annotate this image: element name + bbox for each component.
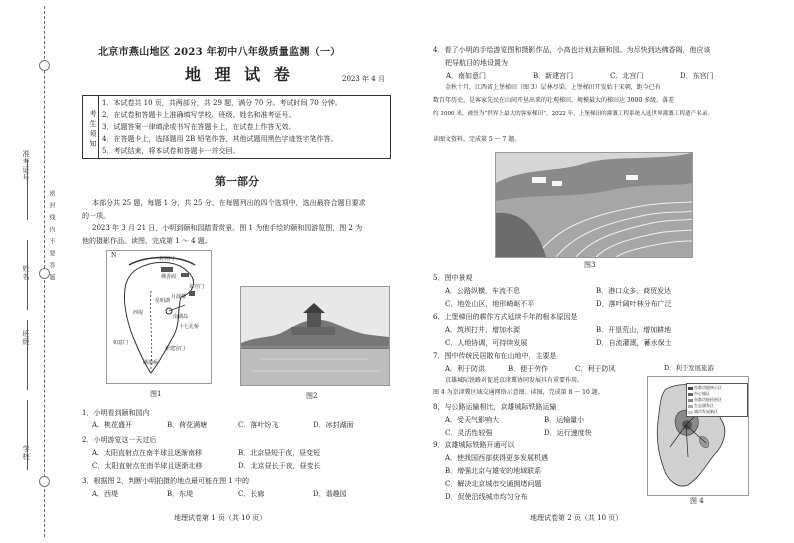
question-3-option-a[interactable]: A．西堤 — [92, 490, 119, 498]
map-label: 佛香阁 — [161, 274, 177, 280]
notice-item: 2．在试卷和答题卡上准确填写学校、班级、姓名和准考证号。 — [102, 111, 296, 119]
subject-title: 地 理 试 卷 — [185, 65, 294, 84]
context-text: 2023 年 3 月 21 日，小明到颐和园踏青赏景。图 1 为他手绘的颐和园游览图，图 2 为 — [92, 224, 363, 232]
passage-line: 读图文资料，完成第 5 ～ 7 题。 — [433, 136, 521, 143]
question-7-option-d[interactable]: D．利于发展旅游 — [664, 364, 714, 372]
question-2-option-c[interactable]: C．太阳直射点在南半球且逐渐北移 — [92, 462, 203, 470]
question-4-stem: 4．看了小明的手绘游览图和摄影作品，小高也计划去颐和园。为尽快到达佛香阁，他应该 — [433, 46, 711, 54]
class-label: 班级 — [22, 330, 30, 346]
question-8-option-b[interactable]: B．运输量小 — [544, 416, 585, 424]
notice-item: 1．本试卷共 10 页，共两部分，共 29 题，满分 70 分。考试时间 70 分钟。 — [102, 99, 342, 107]
figure-2-photo — [240, 286, 390, 386]
north-arrow: N — [111, 252, 117, 259]
map-label: 月波楼 — [171, 294, 187, 300]
part-intro: 本部分共 25 题，每题 1 分，共 25 分。在每题列出的四个选项中，选出最符合题目要求 — [92, 199, 366, 207]
question-1-option-d[interactable]: D．冰封湖面 — [313, 421, 354, 429]
question-9-option-a[interactable]: A．使我国西部获得更多发展机遇 — [445, 454, 549, 462]
question-4-option-c[interactable]: C．北宫门 — [610, 72, 644, 80]
question-5-option-a[interactable]: A．公路纵横，车流不息 — [445, 287, 521, 295]
seal-line-text: 密 封 线 内 不 要 答 题 — [48, 190, 55, 280]
notice-item: 3．试题答案一律填涂或书写在答题卡上，在试卷上作答无效。 — [102, 123, 296, 131]
map-label: 十七孔桥 — [179, 324, 200, 330]
question-2-stem: 2．小明游览这一天过后 — [82, 436, 157, 444]
figure-1-map — [106, 250, 212, 384]
school-label: 学校 — [22, 445, 30, 461]
page-footer: 地理试卷第 1 页（共 10 页） — [174, 514, 267, 522]
question-3-option-c[interactable]: C．长廊 — [238, 490, 265, 498]
part-heading: 第一部分 — [215, 175, 259, 188]
question-2-option-b[interactable]: B．北京昼短于夜，昼变短 — [238, 449, 321, 457]
terrace-scene — [496, 153, 692, 257]
question-1-option-a[interactable]: A．桃花盛开 — [92, 421, 133, 429]
question-5-option-d[interactable]: D．落叶阔叶林分布广泛 — [596, 300, 672, 308]
map-label: 昆明湖 — [155, 298, 171, 304]
legend-item: 中心城区 — [688, 391, 746, 397]
question-1-option-b[interactable]: B．荷花满塘 — [167, 421, 208, 429]
question-9-option-d[interactable]: D．促使沿线城市均匀分布 — [445, 493, 528, 501]
question-3-option-b[interactable]: B．东堤 — [167, 490, 194, 498]
exam-date: 2023 年 4 月 — [342, 75, 385, 83]
notice-item: 4．在答题卡上，选择题用 2B 铅笔作答，其他试题用黑色字迹签字笔作答。 — [102, 135, 338, 143]
map-label: 绣漪桥 — [143, 360, 159, 366]
figure-3-caption: 图3 — [584, 261, 596, 269]
notice-item: 5．考试结束，将本试卷和答题卡一并交回。 — [102, 147, 240, 155]
figure-4-map — [647, 376, 749, 496]
map-label: 北宫门 — [159, 256, 175, 262]
passage-line: 数百年历史，是客家先民在山间开垦出来的壮观梯田，规模最大的梯田达 3000 多级，落差 — [433, 97, 675, 104]
question-4-stem: 把导航目的地设置为 — [445, 59, 508, 67]
question-8-option-a[interactable]: A．受天气影响大 — [445, 416, 500, 424]
figure-3-photo — [495, 152, 693, 258]
question-5-stem: 5．图中景观 — [433, 274, 473, 282]
context-text: 图 4 为京津冀区域交通网络示意图。读图，完成第 8 ～ 10 题。 — [433, 389, 604, 396]
name-label: 姓名 — [22, 265, 30, 281]
legend-item: 首都功能核心区 — [688, 385, 746, 391]
part-intro: 的一项。 — [82, 212, 110, 220]
question-6-stem: 6．上堡梯田的耕作方式延续千年的根本原因是 — [433, 313, 578, 321]
exam-number-label: 准考证号 — [22, 150, 30, 182]
map-label: 新建宫门 — [165, 346, 186, 352]
map-label: 西堤 — [133, 310, 144, 316]
legend-item: 首都功能拓展区 — [688, 397, 746, 403]
question-8-stem: 8．与公路运输相比，京雄城际铁路运输 — [433, 403, 557, 411]
photo-scene — [241, 287, 389, 385]
context-text: 京雄城际铁路对促进京津冀协同发展具有重要作用。 — [445, 377, 584, 384]
question-6-option-b[interactable]: B．开垦荒山，增加耕地 — [596, 326, 672, 334]
map-label: 东宫门 — [189, 284, 205, 290]
figure-2-caption: 图2 — [306, 392, 318, 400]
map-label: 南湖岛 — [173, 314, 189, 320]
notice-label: 考生须知 — [83, 96, 99, 158]
passage-line: 金秋十月，江西省上堡梯田（图 3）层林尽染。上堡梯田开发始于宋朝，距今已有 — [445, 84, 661, 91]
question-2-option-d[interactable]: D．北京昼长于夜，昼变长 — [238, 462, 321, 470]
question-5-option-b[interactable]: B．港口众多，商贸发达 — [596, 287, 672, 295]
question-6-option-c[interactable]: C．人地协调，可持续发展 — [445, 339, 528, 347]
context-text: 他的摄影作品。读图，完成第 1 ～ 4 题。 — [82, 237, 212, 245]
question-9-stem: 9．京雄城际铁路开通可以 — [433, 441, 515, 449]
figure-4-legend — [686, 383, 748, 417]
summer-palace-map — [107, 251, 211, 383]
passage-line: 约 1000 米，被誉为“世界上最大的客家梯田”。2022 年，上堡梯田的灌溉工程系统入选世界灌溉工程遗产名录。 — [433, 111, 714, 117]
question-4-option-d[interactable]: D．东宫门 — [680, 72, 714, 80]
question-9-option-c[interactable]: C．解决北京城市交通拥堵问题 — [445, 480, 542, 488]
question-8-option-d[interactable]: D．运行速度快 — [544, 429, 592, 437]
figure-1-caption: 图1 — [150, 390, 162, 398]
question-3-option-d[interactable]: D．谐趣园 — [313, 490, 347, 498]
map-label: 如意门 — [113, 340, 129, 346]
legend-item: 生态涵养区 — [688, 403, 746, 409]
exam-title: 北京市燕山地区 2023 年初中八年级质量监测（一） — [98, 47, 341, 58]
question-2-option-a[interactable]: A．太阳直射点在南半球且逐渐南移 — [92, 449, 203, 457]
question-8-option-c[interactable]: C．灵活性较强 — [445, 429, 493, 437]
question-6-option-d[interactable]: D．自流灌溉，蓄水保土 — [596, 339, 672, 347]
question-9-option-b[interactable]: B．增强北京与雄安的地域联系 — [445, 467, 542, 475]
question-4-option-a[interactable]: A．南如意门 — [446, 72, 487, 80]
question-1-option-c[interactable]: C．落叶纷飞 — [238, 421, 279, 429]
question-7-option-a[interactable]: A．利于防洪 — [445, 365, 486, 373]
question-7-option-b[interactable]: B．便于劳作 — [508, 365, 549, 373]
figure-4-caption: 图 4 — [690, 497, 704, 505]
page-footer: 地理试卷第 2 页（共 10 页） — [530, 514, 623, 522]
question-6-option-a[interactable]: A．筑坝打井，增加水源 — [445, 326, 521, 334]
legend-item: 城市发展新区 — [688, 409, 746, 415]
binding-hole — [39, 476, 50, 487]
question-4-option-b[interactable]: B．新建宫门 — [533, 72, 574, 80]
question-7-option-c[interactable]: C．利于防风 — [575, 365, 616, 373]
question-3-stem: 3．根据图 2，判断小明拍摄的地点最可能在图 1 中的 — [82, 477, 250, 485]
binding-hole — [39, 60, 50, 71]
question-7-stem: 7．图中传统民居散布在山地中，主要是 — [433, 352, 557, 360]
question-5-option-c[interactable]: C．地处山区，地形崎岖不平 — [445, 300, 535, 308]
question-1-stem: 1．小明看到颐和园内 — [82, 409, 150, 417]
